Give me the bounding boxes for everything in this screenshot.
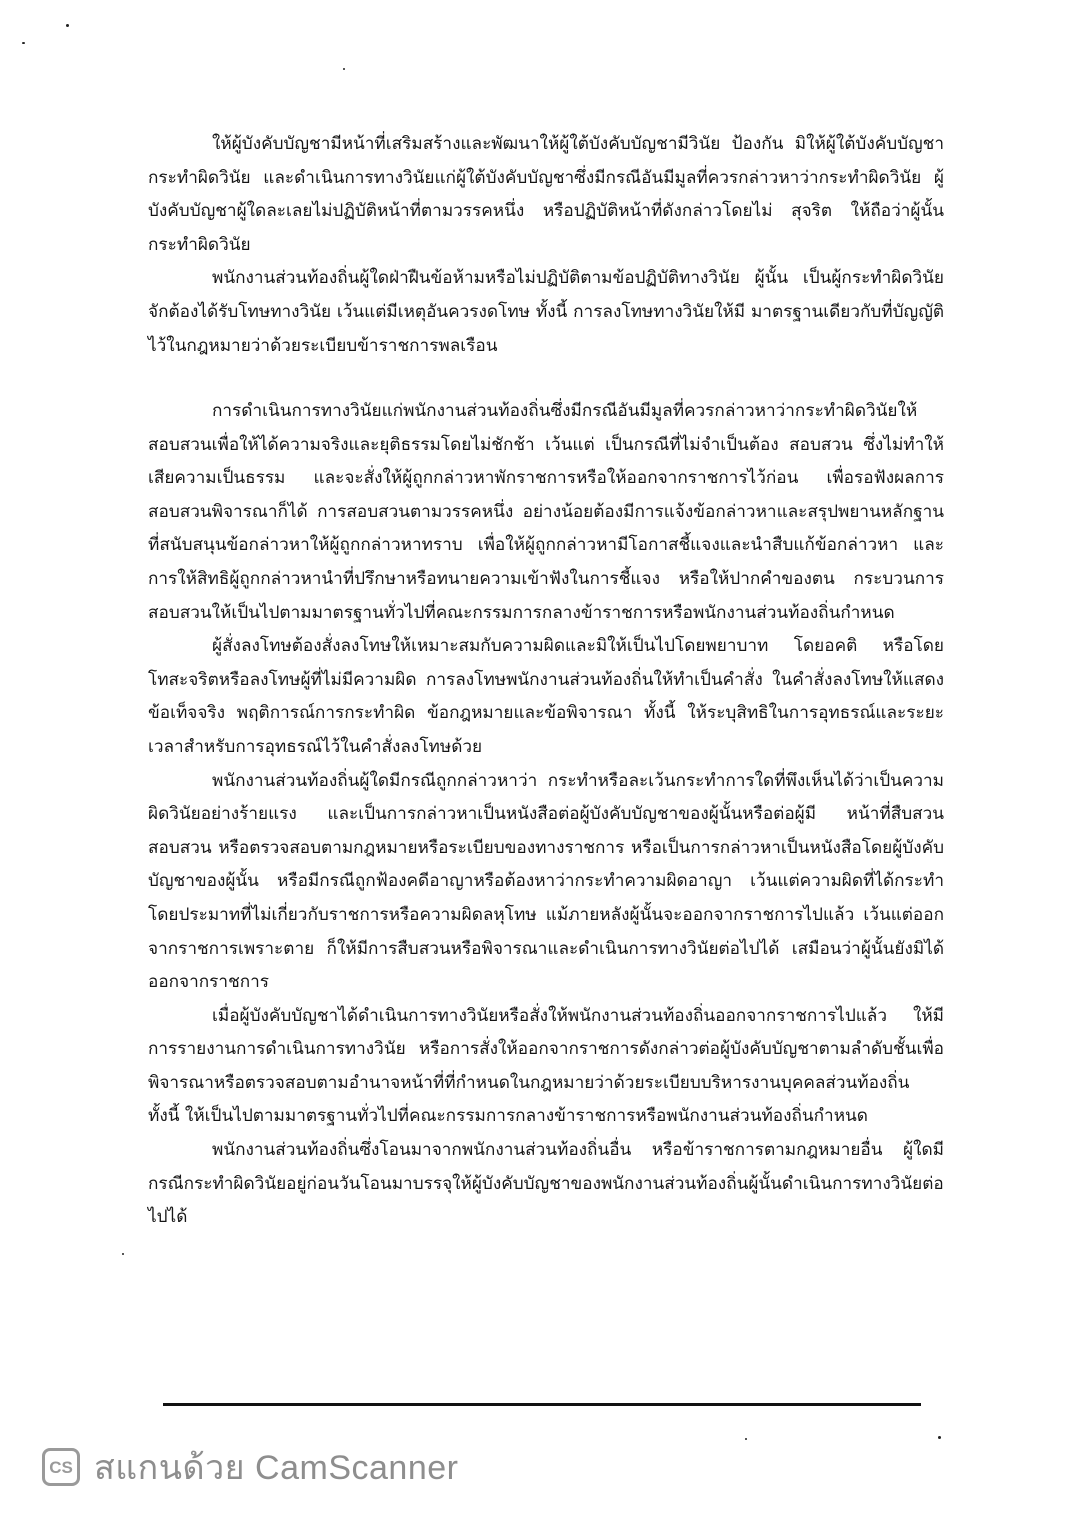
paragraph: การดำเนินการทางวินัยแก่พนักงานส่วนท้องถิ่นซึ่งมีกรณีอันมีมูลที่ควรกล่าวหาว่ากระทำผิดวินัยให้สอบสวนเพื่อให้ได้ความจริงและยุติธรรมโดยไม่ชักช้า เว้นแต่ เป็นกรณีที่ไม่จำเป็นต้อง สอบสวน ซึ่งไม่ทำให้เสียความเป็นธรรม และจะสั่งให้ผู้ถูกกล่าวหาพักราชการหรือให้ออกจากราชการไว้ก่อน เพื่อรอฟังผลการสอบสวนพิจารณาก็ได้ การสอบสวนตามวรรคหนึ่ง อย่างน้อยต้องมีการแจ้งข้อกล่าวหาและสรุปพยานหลักฐาน ที่สนับสนุนข้อกล่าวหาให้ผู้ถูกกล่าวหาทราบ เพื่อให้ผู้ถูกกล่าวหามีโอกาสชี้แจงและนำสืบแก้ข้อกล่าวหา และการให้สิทธิผู้ถูกกล่าวหานำที่ปรึกษาหรือทนายความเข้าฟังในการชี้แจง หรือให้ปากคำของตน กระบวนการสอบสวนให้เป็นไปตามมาตรฐานทั่วไปที่คณะกรรมการกลางข้าราชการหรือพนักงานส่วนท้องถิ่นกำหนด: [148, 401, 944, 623]
paragraph: เมื่อผู้บังคับบัญชาได้ดำเนินการทางวินัยหรือสั่งให้พนักงานส่วนท้องถิ่นออกจากราชการไปแล้ว ให้มีการรายงานการดำเนินการทางวินัย หรือการสั่งให้ออกจากราชการดังกล่าวต่อผู้บังคับบัญชาตามลำดับชั้นเพื่อพิจารณาหรือตรวจสอบตามอำนาจหน้าที่ที่กำหนดในกฎหมายว่าด้วยระเบียบบริหารงานบุคคลส่วนท้องถิ่น ทั้งนี้ ให้เป็นไปตามมาตรฐานทั่วไปที่คณะกรรมการกลางข้าราชการหรือพนักงานส่วนท้องถิ่นกำหนด: [148, 1005, 944, 1127]
paragraph: พนักงานส่วนท้องถิ่นซึ่งโอนมาจากพนักงานส่วนท้องถิ่นอื่น หรือข้าราชการตามกฎหมายอื่น ผู้ใดมีกรณีกระทำผิดวินัยอยู่ก่อนวันโอนมาบรรจุให้ผู้บังคับบัญชาของพนักงานส่วนท้องถิ่นผู้นั้นดำเนินการทางวินัยต่อไปได้: [148, 1140, 944, 1228]
end-divider-line: [163, 1403, 921, 1406]
text-block-1: [148, 128, 944, 363]
scan-speck: [938, 1436, 941, 1439]
paragraph: พนักงานส่วนท้องถิ่นผู้ใดมีกรณีถูกกล่าวหาว่า กระทำหรือละเว้นกระทำการใดที่พึงเห็นได้ว่าเป็นความผิดวินัยอย่างร้ายแรง และเป็นการกล่าวหาเป็นหนังสือต่อผู้บังคับบัญชาของผู้นั้นหรือต่อผู้มี หน้าที่สืบสวนสอบสวน หรือตรวจสอบตามกฎหมายหรือระเบียบของทางราชการ หรือเป็นการกล่าวหาเป็นหนังสือโดยผู้บังคับบัญชาของผู้นั้น หรือมีกรณีถูกฟ้องคดีอาญาหรือต้องหาว่ากระทำความผิดอาญา เว้นแต่ความผิดที่ได้กระทำโดยประมาทที่ไม่เกี่ยวกับราชการหรือความผิดลหุโทษ แม้ภายหลังผู้นั้นจะออกจากราชการไปแล้ว เว้นแต่ออกจากราชการเพราะตาย ก็ให้มีการสืบสวนหรือพิจารณาและดำเนินการทางวินัยต่อไปได้ เสมือนว่าผู้นั้นยังมิได้ออกจากราชการ: [148, 770, 944, 993]
scan-speck: [343, 68, 345, 70]
camscanner-logo-icon: [42, 1448, 80, 1486]
scan-speck: [22, 42, 25, 44]
paragraph: ให้ผู้บังคับบัญชามีหน้าที่เสริมสร้างและพัฒนาให้ผู้ใต้บังคับบัญชามีวินัย ป้องกัน มิให้ผู้ใต้บังคับบัญชากระทำผิดวินัย และดำเนินการทางวินัยแก่ผู้ใต้บังคับบัญชาซึ่งมีกรณีอันมีมูลที่ควรกล่าวหาว่ากระทำผิดวินัย ผู้บังคับบัญชาผู้ใดละเลยไม่ปฏิบัติหน้าที่ตามวรรคหนึ่ง หรือปฏิบัติหน้าที่ดังกล่าวโดยไม่ สุจริต ให้ถือว่าผู้นั้นกระทำผิดวินัย: [148, 134, 944, 255]
logo-lettering: CS: [49, 1458, 73, 1477]
paragraph: ผู้สั่งลงโทษต้องสั่งลงโทษให้เหมาะสมกับความผิดและมิให้เป็นไปโดยพยาบาท โดยอคติ หรือโดยโทสะจริตหรือลงโทษผู้ที่ไม่มีความผิด การลงโทษพนักงานส่วนท้องถิ่นให้ทำเป็นคำสั่ง ในคำสั่งลงโทษให้แสดงข้อเท็จจริง พฤติการณ์การกระทำผิด ข้อกฎหมายและข้อพิจารณา ทั้งนี้ ให้ระบุสิทธิในการอุทธรณ์และระยะเวลาสำหรับการอุทธรณ์ไว้ในคำสั่งลงโทษด้วย: [148, 636, 944, 757]
scan-speck: [122, 1253, 124, 1255]
scan-speck: [745, 1438, 747, 1440]
watermark-text: สแกนด้วย CamScanner: [94, 1449, 459, 1487]
scan-speck: [66, 24, 69, 27]
text-block-2: [148, 395, 944, 1235]
paragraph: พนักงานส่วนท้องถิ่นผู้ใดฝ่าฝืนข้อห้ามหรือไม่ปฏิบัติตามข้อปฏิบัติทางวินัย ผู้นั้น เป็นผู้กระทำผิดวินัย จักต้องได้รับโทษทางวินัย เว้นแต่มีเหตุอันควรงดโทษ ทั้งนี้ การลงโทษทางวินัยให้มี มาตรฐานเดียวกับที่บัญญัติไว้ในกฎหมายว่าด้วยระเบียบข้าราชการพลเรือน: [148, 268, 944, 356]
camscanner-watermark: [42, 1445, 458, 1489]
